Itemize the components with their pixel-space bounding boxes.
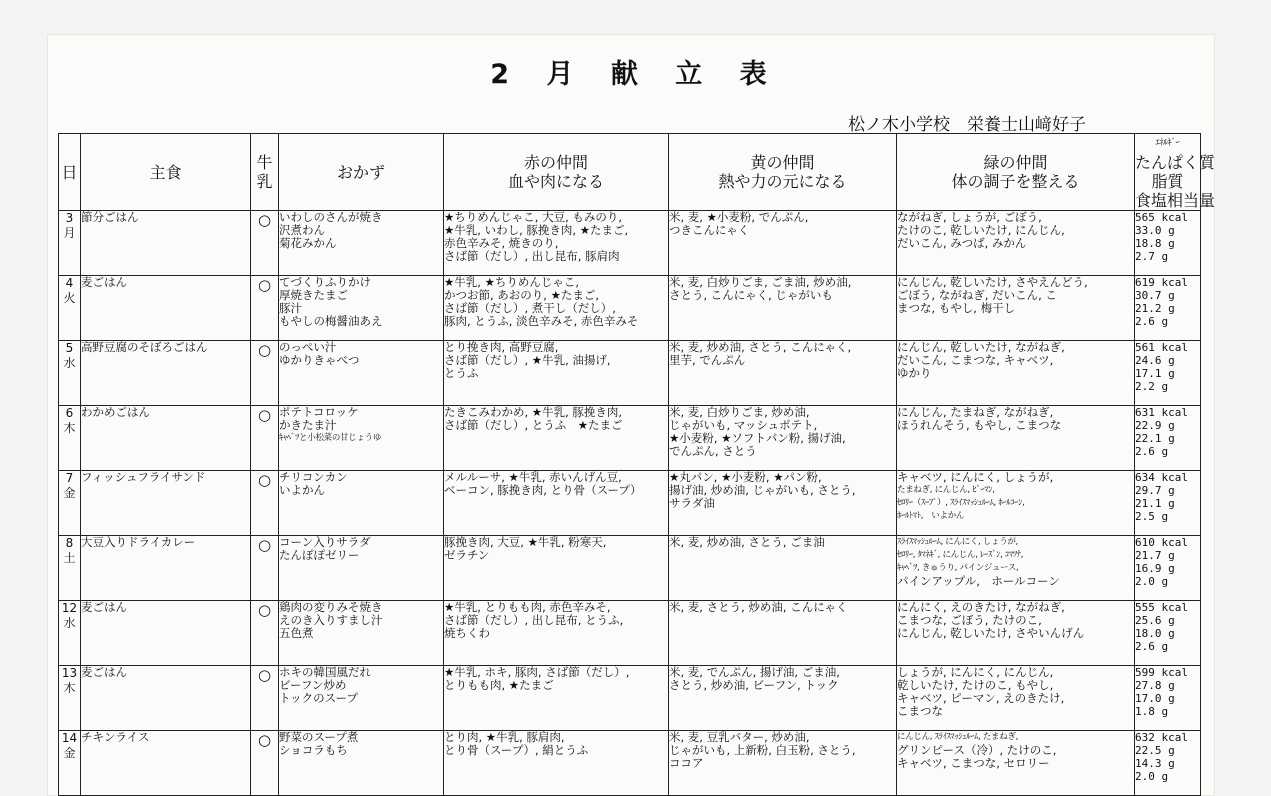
red-group-cell: とり肉, ★牛乳, 豚肩肉, とり骨（スープ）, 絹とうふ xyxy=(444,731,669,796)
nutrition-cell: 565 kcal 33.0 g 18.8 g 2.7 g xyxy=(1135,211,1201,276)
menu-table xyxy=(58,133,1216,796)
yellow-group-cell: 米, 麦, 豆乳バター, 炒め油, じゃがいも, 上新粉, 白玉粉, さとう, ココア xyxy=(669,731,897,796)
day-cell: 13 木 xyxy=(59,666,81,731)
side-dish-cell: のっぺい汁 ゆかりきゃべつ xyxy=(279,341,444,406)
green-group-cell: ながねぎ, しょうが, ごぼう, たけのこ, 乾しいたけ, にんじん, だいこん, みつば, みかん xyxy=(897,211,1135,276)
green-group-cell: キャベツ, にんにく, しょうが, たまねぎ, にんじん, ﾋﾟｰﾏﾝ, ｾﾛﾘｰ（ｽｰﾌﾟ）, ｽﾗｲｽﾏｯｼｭﾙｰﾑ, ﾎｰﾙｺｰﾝ, ﾎｰﾙﾄﾏﾄ, いよかん xyxy=(897,471,1135,536)
page-title: 2 月 献 立 表 xyxy=(490,59,781,90)
day-cell: 8 土 xyxy=(59,536,81,601)
yellow-group-cell: ★丸パン, ★小麦粉, ★パン粉, 揚げ油, 炒め油, じゃがいも, さとう, サラダ油 xyxy=(669,471,897,536)
table-row xyxy=(59,666,1201,731)
school-dietitian-line: 松ノ木小学校 栄養士山﨑好子 xyxy=(848,115,1086,135)
table-row xyxy=(59,601,1201,666)
day-cell: 4 火 xyxy=(59,276,81,341)
yellow-group-cell: 米, 麦, 炒め油, さとう, こんにゃく, 里芋, でんぷん xyxy=(669,341,897,406)
header-staple: 主食 xyxy=(81,134,251,211)
green-group-cell: にんじん, 乾しいたけ, ながねぎ, だいこん, こまつな, キャベツ, ゆかり xyxy=(897,341,1135,406)
yellow-group-cell: 米, 麦, さとう, 炒め油, こんにゃく xyxy=(669,601,897,666)
milk-cell: ○ xyxy=(251,601,279,666)
side-dish-cell: チリコンカン いよかん xyxy=(279,471,444,536)
header-day: 日 xyxy=(59,134,81,211)
day-cell: 6 木 xyxy=(59,406,81,471)
side-dish-cell: 野菜のスープ煮 ショコラもち xyxy=(279,731,444,796)
staple-cell: フィッシュフライサンド xyxy=(81,471,251,536)
staple-cell: 麦ごはん xyxy=(81,666,251,731)
side-dish-cell: 鶏肉の変りみそ焼き えのき入りすまし汁 五色煮 xyxy=(279,601,444,666)
side-dish-cell: いわしのさんが焼き 沢煮わん 菊花みかん xyxy=(279,211,444,276)
milk-cell: ○ xyxy=(251,211,279,276)
table-row xyxy=(59,211,1201,276)
table-row xyxy=(59,536,1201,601)
red-group-cell: ★ちりめんじゃこ, 大豆, もみのり, ★牛乳, いわし, 豚挽き肉, ★たまご, 赤色辛みそ, 焼きのり, さば節（だし）, 出し昆布, 豚肩肉 xyxy=(444,211,669,276)
side-dish-cell: コーン入りサラダ たんぽぽゼリー xyxy=(279,536,444,601)
staple-cell: 麦ごはん xyxy=(81,276,251,341)
green-group-cell: にんにく, えのきたけ, ながねぎ, こまつな, ごぼう, たけのこ, にんじん, 乾しいたけ, さやいんげん xyxy=(897,601,1135,666)
side-dish-cell: ホキの韓国風だれ ビーフン炒め トックのスープ xyxy=(279,666,444,731)
header-yellow-group: 黄の仲間 熱や力の元になる xyxy=(669,134,897,211)
header-nutrition: ｴﾈﾙｷﾞｰ たんぱく質 脂質 食塩相当量 xyxy=(1135,134,1201,211)
milk-cell: ○ xyxy=(251,536,279,601)
milk-cell: ○ xyxy=(251,471,279,536)
nutrition-cell: 634 kcal 29.7 g 21.1 g 2.5 g xyxy=(1135,471,1201,536)
green-group-cell: にんじん, たまねぎ, ながねぎ, ほうれんそう, もやし, こまつな xyxy=(897,406,1135,471)
nutrition-cell: 632 kcal 22.5 g 14.3 g 2.0 g xyxy=(1135,731,1201,796)
day-cell: 7 金 xyxy=(59,471,81,536)
yellow-group-cell: 米, 麦, でんぷん, 揚げ油, ごま油, さとう, 炒め油, ビーフン, トック xyxy=(669,666,897,731)
red-group-cell: 豚挽き肉, 大豆, ★牛乳, 粉寒天, ゼラチン xyxy=(444,536,669,601)
green-group-cell: しょうが, にんにく, にんじん, 乾しいたけ, たけのこ, もやし, キャベツ, ピーマン, えのきたけ, こまつな xyxy=(897,666,1135,731)
yellow-group-cell: 米, 麦, 白炒りごま, ごま油, 炒め油, さとう, こんにゃく, じゃがいも xyxy=(669,276,897,341)
header-side-dish: おかず xyxy=(279,134,444,211)
milk-cell: ○ xyxy=(251,276,279,341)
nutrition-cell: 610 kcal 21.7 g 16.9 g 2.0 g xyxy=(1135,536,1201,601)
red-group-cell: メルルーサ, ★牛乳, 赤いんげん豆, ベーコン, 豚挽き肉, とり骨（スープ） xyxy=(444,471,669,536)
staple-cell: 麦ごはん xyxy=(81,601,251,666)
green-group-cell: にんじん, ｽﾗｲｽﾏｯｼｭﾙｰﾑ, たまねぎ, グリンピース（冷）, たけのこ, キャベツ, こまつな, セロリー xyxy=(897,731,1135,796)
header-red-group: 赤の仲間 血や肉になる xyxy=(444,134,669,211)
staple-cell: 大豆入りドライカレー xyxy=(81,536,251,601)
milk-cell: ○ xyxy=(251,406,279,471)
day-cell: 5 水 xyxy=(59,341,81,406)
table-row xyxy=(59,731,1201,796)
yellow-group-cell: 米, 麦, 白炒りごま, 炒め油, じゃがいも, マッシュポテト, ★小麦粉, ★ソフトパン粉, 揚げ油, でんぷん, さとう xyxy=(669,406,897,471)
nutrition-cell: 631 kcal 22.9 g 22.1 g 2.6 g xyxy=(1135,406,1201,471)
day-cell: 3 月 xyxy=(59,211,81,276)
staple-cell: 節分ごはん xyxy=(81,211,251,276)
nutrition-cell: 561 kcal 24.6 g 17.1 g 2.2 g xyxy=(1135,341,1201,406)
nutrition-cell: 555 kcal 25.6 g 18.0 g 2.6 g xyxy=(1135,601,1201,666)
day-cell: 14 金 xyxy=(59,731,81,796)
header-green-group: 緑の仲間 体の調子を整える xyxy=(897,134,1135,211)
table-row xyxy=(59,406,1201,471)
yellow-group-cell: 米, 麦, ★小麦粉, でんぷん, つきこんにゃく xyxy=(669,211,897,276)
red-group-cell: とり挽き肉, 高野豆腐, さば節（だし）, ★牛乳, 油揚げ, とうふ xyxy=(444,341,669,406)
staple-cell: 高野豆腐のそぼろごはん xyxy=(81,341,251,406)
green-group-cell: にんじん, 乾しいたけ, さやえんどう, ごぼう, ながねぎ, だいこん, こ まつな, もやし, 梅干し xyxy=(897,276,1135,341)
table-row xyxy=(59,471,1201,536)
red-group-cell: たきこみわかめ, ★牛乳, 豚挽き肉, さば節（だし）, とうふ ★たまご xyxy=(444,406,669,471)
green-group-cell: ｽﾗｲｽﾏｯｼｭﾙｰﾑ, にんにく, しょうが, ｾﾛﾘｰ, ﾀﾏﾈｷﾞ, にんじん, ﾚｰｽﾞﾝ, ｺﾏﾂﾅ, ｷｬﾍﾞﾂ, きゅうり, パインジュース, パインアップル, ホールコーン xyxy=(897,536,1135,601)
milk-cell: ○ xyxy=(251,666,279,731)
nutrition-cell: 599 kcal 27.8 g 17.0 g 1.8 g xyxy=(1135,666,1201,731)
milk-cell: ○ xyxy=(251,731,279,796)
staple-cell: チキンライス xyxy=(81,731,251,796)
nutrition-cell: 619 kcal 30.7 g 21.2 g 2.6 g xyxy=(1135,276,1201,341)
red-group-cell: ★牛乳, ホキ, 豚肉, さば節（だし）, とりもも肉, ★たまご xyxy=(444,666,669,731)
table-row xyxy=(59,276,1201,341)
menu-body xyxy=(59,211,1201,796)
red-group-cell: ★牛乳, とりもも肉, 赤色辛みそ, さば節（だし）, 出し昆布, とうふ, 焼ちくわ xyxy=(444,601,669,666)
header-milk: 牛 乳 xyxy=(251,134,279,211)
header-row xyxy=(59,134,1201,211)
milk-cell: ○ xyxy=(251,341,279,406)
side-dish-cell: ポテトコロッケ かきたま汁 ｷｬﾍﾞﾂと小松菜の甘じょうゆ xyxy=(279,406,444,471)
side-dish-cell: てづくりふりかけ 厚焼きたまご 豚汁 もやしの梅醤油あえ xyxy=(279,276,444,341)
staple-cell: わかめごはん xyxy=(81,406,251,471)
day-cell: 12 水 xyxy=(59,601,81,666)
table-row xyxy=(59,341,1201,406)
red-group-cell: ★牛乳, ★ちりめんじゃこ, かつお節, あおのり, ★たまご, さば節（だし）, 煮干し（だし）, 豚肉, とうふ, 淡色辛みそ, 赤色辛みそ xyxy=(444,276,669,341)
yellow-group-cell: 米, 麦, 炒め油, さとう, ごま油 xyxy=(669,536,897,601)
